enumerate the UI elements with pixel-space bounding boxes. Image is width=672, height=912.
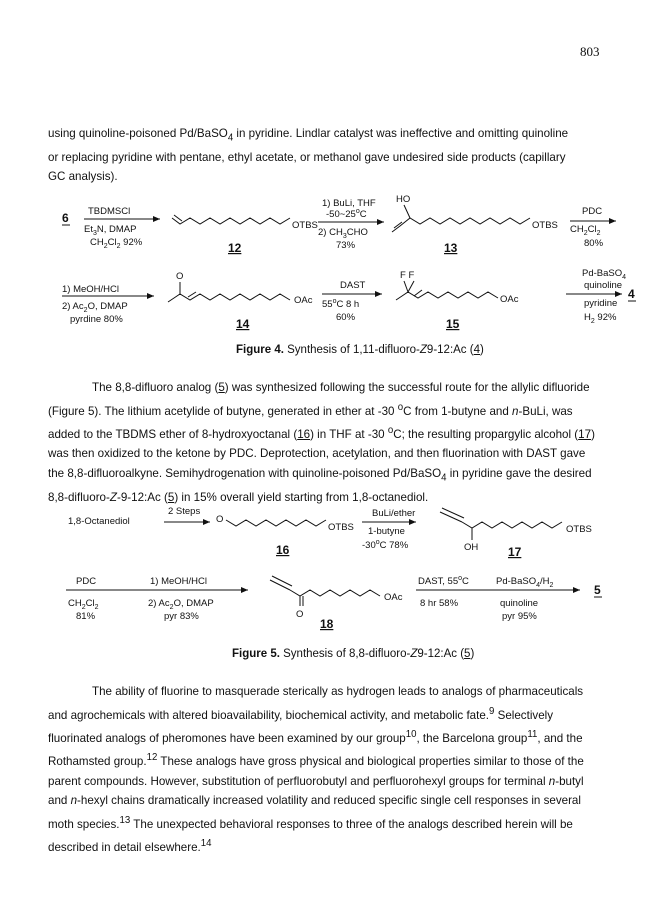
svg-text:1-butyne: 1-butyne bbox=[368, 526, 405, 537]
compound-15: 15 bbox=[446, 317, 460, 331]
page-number: 803 bbox=[580, 44, 600, 59]
svg-text:Et3N, DMAP: $Et_3N$, DMAP bbox=[84, 224, 137, 237]
svg-text:-50~25oC: -50~25$^o$C bbox=[326, 208, 367, 220]
compound-6: 6 bbox=[62, 211, 69, 225]
compound-14: 14 bbox=[236, 317, 250, 331]
svg-text:OTBS: OTBS bbox=[566, 524, 592, 535]
compound-17: 17 bbox=[508, 545, 522, 559]
svg-text:O: O bbox=[216, 514, 224, 525]
svg-text:DAST: DAST bbox=[340, 280, 366, 291]
svg-text:pyr 83%: pyr 83% bbox=[164, 611, 199, 622]
figure-4-caption: Figure 4. Synthesis of 1,11-difluoro-Z9-12:Ac (4) bbox=[236, 344, 484, 356]
compound-4: 4 bbox=[628, 287, 635, 301]
svg-text:TBDMSCl: TBDMSCl bbox=[88, 206, 131, 217]
svg-text:1,8-Octanediol: 1,8-Octanediol bbox=[68, 516, 130, 527]
paragraph-1: using quinoline-poisoned Pd/BaSO$_4$ in pyridine. Lindlar catalyst was ineffective and omitting quinoline or replacing pyridine with pentane, ethyl acetate, or methanol gave undesired side products (capillary GC analysis). bbox=[48, 127, 569, 184]
svg-text:2) Ac2O, DMAP: 2) $Ac_2O$, DMAP bbox=[62, 301, 128, 314]
paragraph-2: The 8,8-difluoro analog (5) was synthesized following the successful route for the allylic difluoride (Figure 5). The lithium acetylide of butyne, generated in ether at -30 $^o$C from 1-butyne and n-BuLi, was added to the TBDMS ether of 8-hydroxyoctanal (16) in THF at -30 $^o$C; the resulting propargylic alcohol (17) was then oxidized to the ketone by PDC. Deprotection, acetylation, and then fluorination with DAST gave the 8,8-difluoroalkyne. Semihydrogenation with quinoline-poisoned Pd/BaSO$_4$ in pyridine gave the desired 8,8-difluoro-Z-9-12:Ac (5) in 15% overall yield starting from 1,8-octanediol. bbox=[48, 381, 595, 504]
svg-text:pyrdine 80%: pyrdine 80% bbox=[70, 314, 123, 325]
svg-text:CH2Cl2 92%: $CH_2Cl_2$ 92% bbox=[90, 237, 143, 250]
svg-text:-30oC 78%: -30$^o$C 78% bbox=[362, 539, 409, 551]
svg-text:2 Steps: 2 Steps bbox=[168, 506, 201, 517]
paragraph-3: The ability of fluorine to masquerade sterically as hydrogen leads to analogs of pharmaceuticals and agrochemicals with altered bioavailability, biochemical activity, and metabolic fate.$^9$ Selectively fluorinated analogs of pheromones have been examined by our group$^{10}$, the Barcelona group$^{11}$, and the Rothamsted group.$^{12}$ These analogs have gross physical and biological properties similar to those of the parent compounds. However, substitution of perfluorobutyl and perfluorohexyl groups for terminal n-butyl and n-hexyl chains dramatically increased volatility and reduced specific single cell responses in several moth species.$^{13}$ The unexpected behavioral responses to three of the analogs described herein will be described in detail elsewhere.$^{14}$ bbox=[48, 685, 584, 854]
svg-text:HO: HO bbox=[396, 194, 411, 205]
svg-text:H2 92%: $H_2$ 92% bbox=[584, 312, 617, 325]
svg-text:O: O bbox=[176, 271, 184, 282]
svg-text:pyr 95%: pyr 95% bbox=[502, 611, 537, 622]
svg-text:OTBS: OTBS bbox=[328, 522, 354, 533]
svg-text:F F: F F bbox=[400, 270, 415, 281]
svg-text:1) BuLi, THF: 1) BuLi, THF bbox=[322, 198, 376, 209]
svg-text:73%: 73% bbox=[336, 240, 356, 251]
svg-text:55oC 8 h: 55$^o$C 8 h bbox=[322, 298, 360, 310]
svg-text:81%: 81% bbox=[76, 611, 96, 622]
svg-text:O: O bbox=[296, 609, 304, 620]
svg-text:quinoline: quinoline bbox=[500, 598, 539, 609]
svg-text:PDC: PDC bbox=[582, 206, 603, 217]
svg-text:DAST, 55oC: DAST, 55$^o$C bbox=[418, 575, 469, 587]
svg-text:2) Ac2O, DMAP: 2) $Ac_2O$, DMAP bbox=[148, 598, 214, 611]
svg-text:OTBS: OTBS bbox=[532, 220, 558, 231]
figure-5-caption: Figure 5. Synthesis of 8,8-difluoro-Z9-12:Ac (5) bbox=[232, 648, 475, 660]
svg-text:PDC: PDC bbox=[76, 576, 97, 587]
scheme-figure-4 bbox=[0, 188, 672, 358]
compound-12: 12 bbox=[228, 241, 242, 255]
scheme-figure-5 bbox=[0, 498, 672, 648]
svg-text:CH2Cl2: $CH_2Cl_2$ bbox=[68, 598, 99, 611]
compound-5: 5 bbox=[594, 583, 601, 597]
svg-text:OAc: OAc bbox=[294, 295, 313, 306]
svg-text:quinoline: quinoline bbox=[584, 280, 623, 291]
svg-text:Pd-BaSO4/H2: $Pd-BaSO_4/H_2$ bbox=[496, 576, 554, 589]
svg-text:1) MeOH/HCl: 1) MeOH/HCl bbox=[62, 284, 120, 295]
svg-text:CH2Cl2: $CH_2Cl_2$ bbox=[570, 224, 601, 237]
svg-text:Pd-BaSO4: Pd-BaSO$_4$ bbox=[582, 268, 627, 281]
compound-16: 16 bbox=[276, 543, 290, 557]
svg-text:OTBS: OTBS bbox=[292, 220, 318, 231]
compound-18: 18 bbox=[320, 617, 334, 631]
svg-text:OAc: OAc bbox=[384, 592, 403, 603]
svg-text:pyridine: pyridine bbox=[584, 298, 618, 309]
svg-text:OH: OH bbox=[464, 542, 479, 553]
svg-text:60%: 60% bbox=[336, 312, 356, 323]
svg-text:2) CH3CHO: 2) $CH_3CHO$ bbox=[318, 227, 368, 240]
svg-text:BuLi/ether: BuLi/ether bbox=[372, 508, 416, 519]
svg-text:OAc: OAc bbox=[500, 294, 519, 305]
svg-text:8 hr 58%: 8 hr 58% bbox=[420, 598, 459, 609]
compound-13: 13 bbox=[444, 241, 458, 255]
svg-text:1) MeOH/HCl: 1) MeOH/HCl bbox=[150, 576, 208, 587]
svg-text:80%: 80% bbox=[584, 238, 604, 249]
